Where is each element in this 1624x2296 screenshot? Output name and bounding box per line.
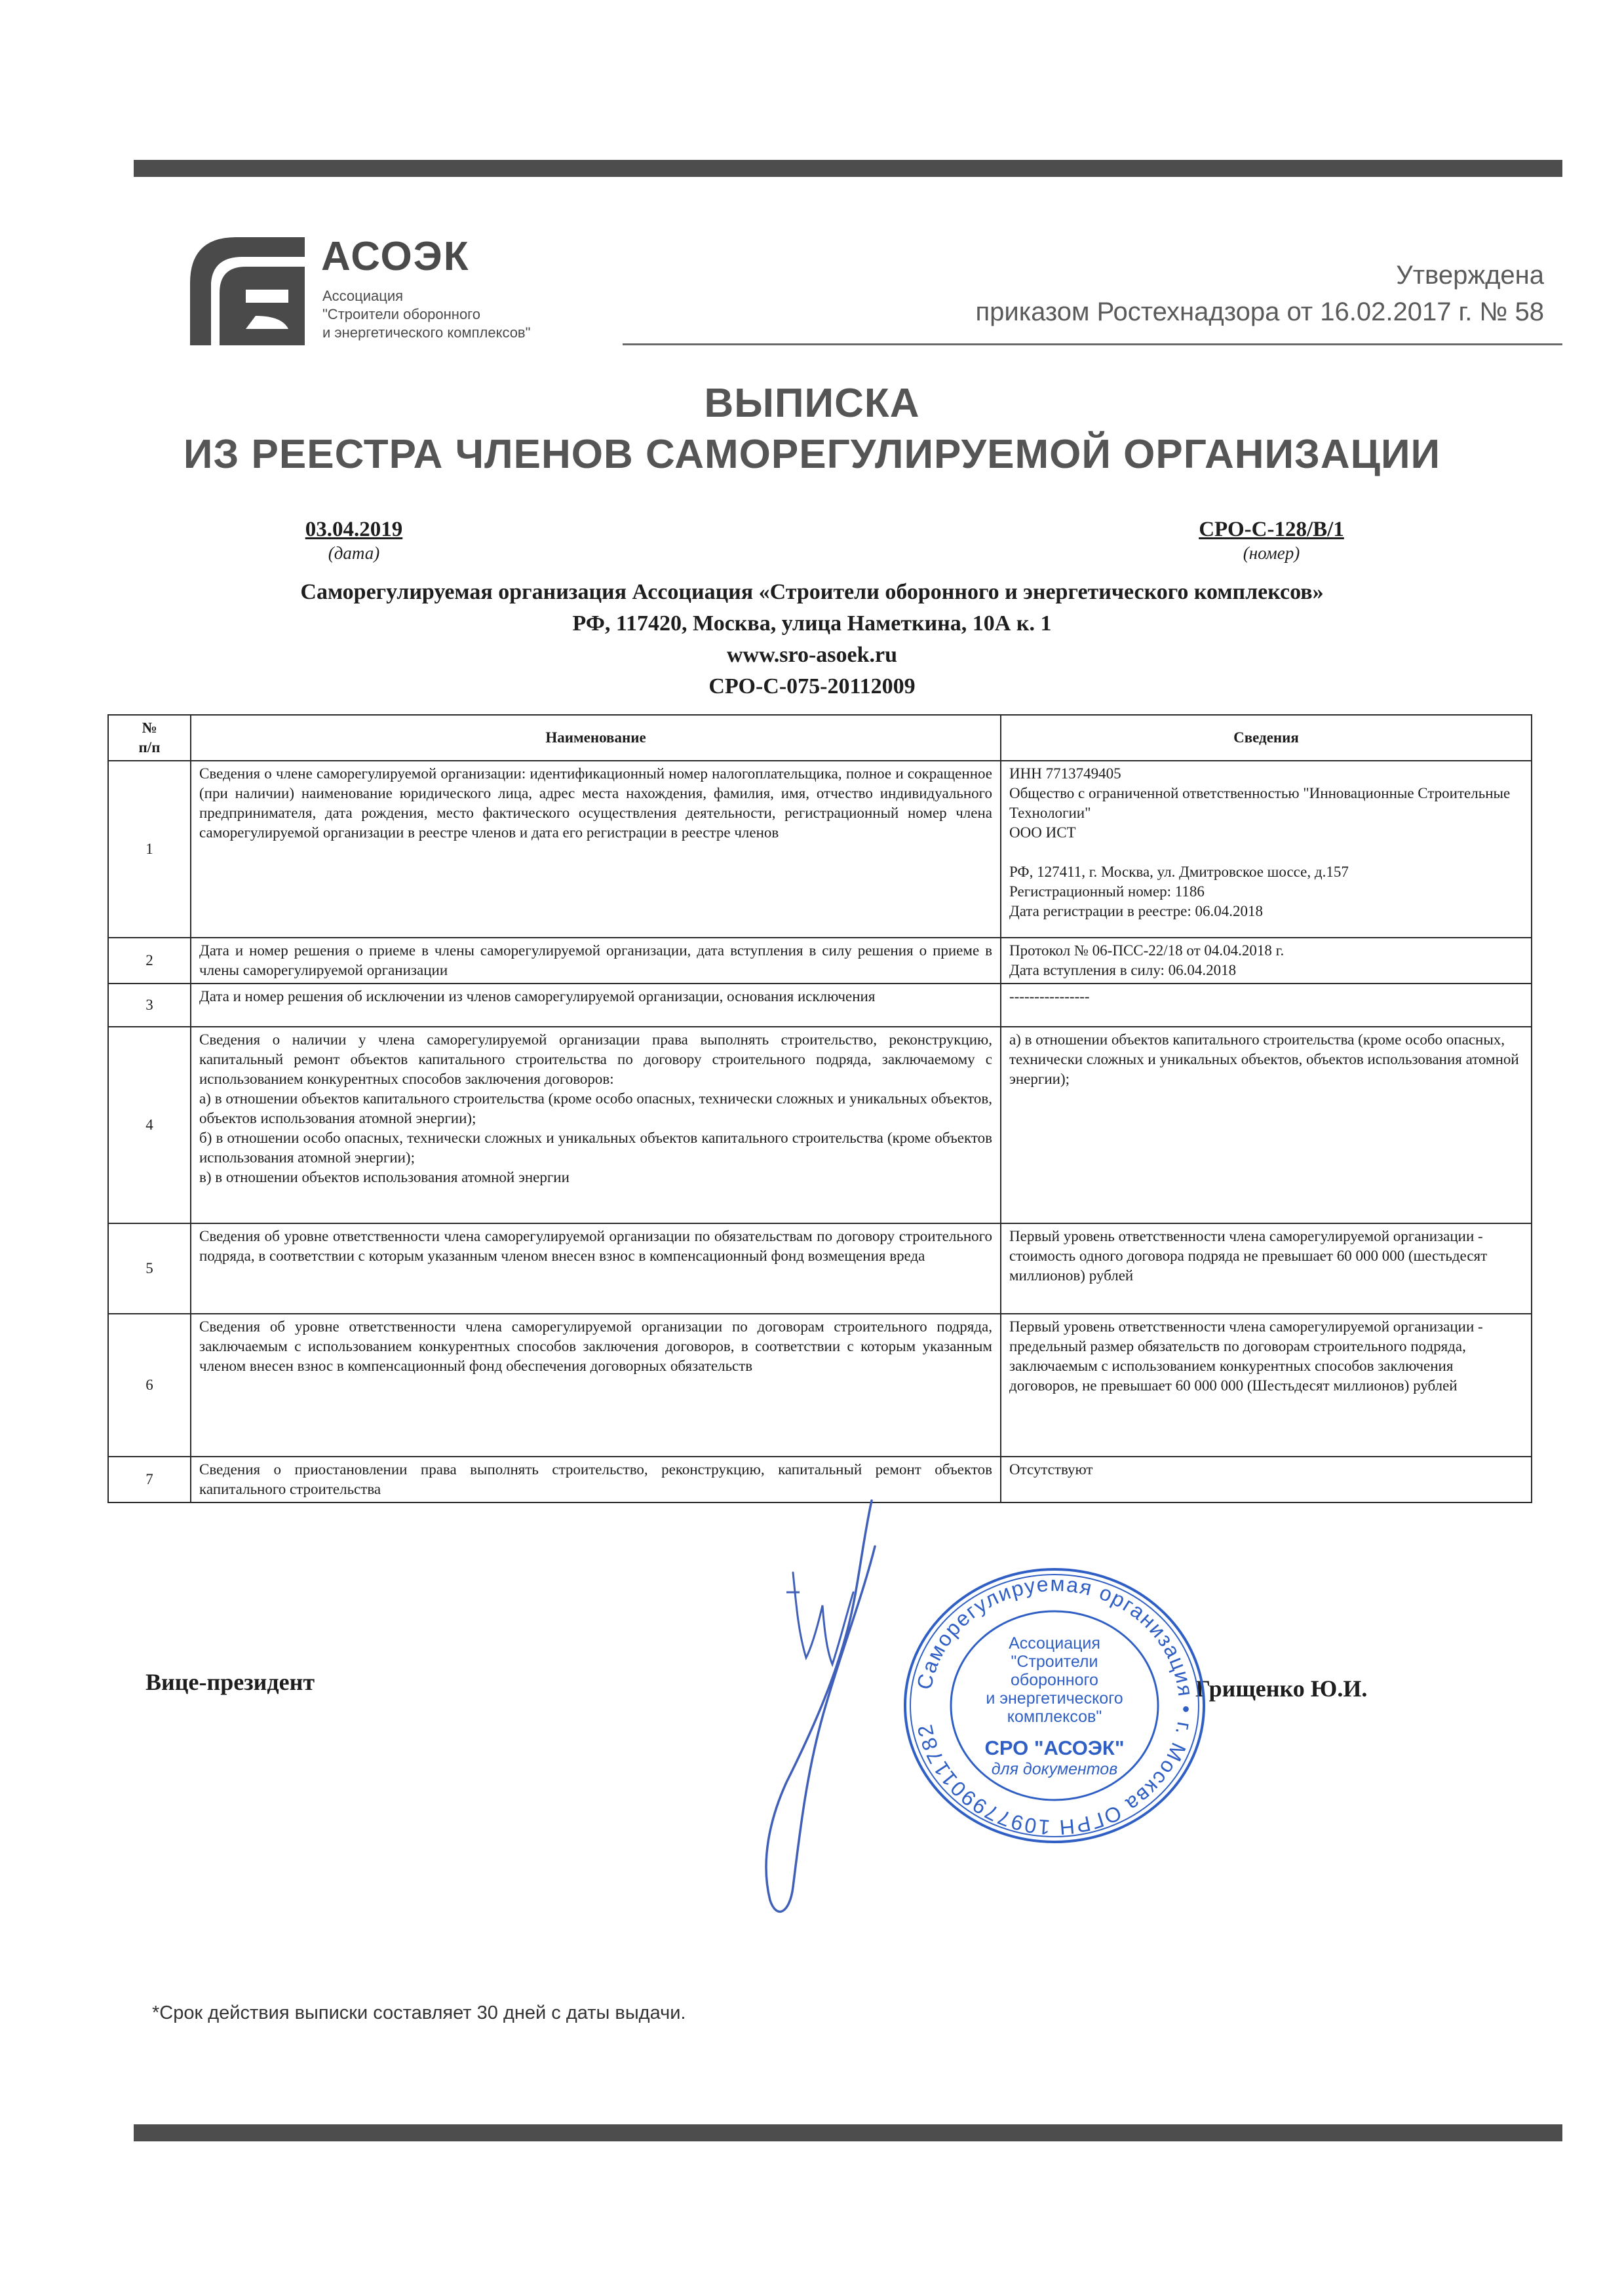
logo-name: АСОЭК: [321, 234, 470, 279]
row-name: Сведения об уровне ответственности члена саморегулируемой организации по обязательствам по договору строительного подряда, в соответствии с которым указанным членом внесен взнос в компенсационный фонд возмещения вреда: [191, 1223, 1001, 1314]
table-row: [108, 938, 1532, 984]
table-row: [108, 761, 1532, 938]
top-decorative-bar: [134, 160, 1562, 177]
row-name: Дата и номер решения о приеме в члены саморегулируемой организации, дата вступления в силу решения о приеме в члены саморегулируемой организации: [191, 938, 1001, 984]
stamp-inner-line: СРО "АСОЭК": [984, 1736, 1125, 1759]
org-address: РФ, 117420, Москва, улица Наметкина, 10А к. 1: [572, 611, 1052, 636]
table-header-row: [108, 715, 1532, 761]
logo-subtitle-line: Ассоциация: [322, 288, 404, 304]
row-name: Сведения о члене саморегулируемой организации: идентификационный номер налогоплательщика, полное и сокращенное (при наличии) наименование юридического лица, адрес места нахождения, фамилия, имя, отчество индивидуального предпринимателя, дата рождения, место фактического осуществления деятельности, регистрационный номер члена саморегулируемой организации в реестре членов и дата его регистрации в реестре членов: [191, 761, 1001, 938]
header-info: Сведения: [1001, 715, 1532, 761]
stamp-inner-line: оборонного: [1011, 1671, 1098, 1689]
date-caption: (дата): [328, 543, 380, 563]
logo-subtitle-line: и энергетического комплексов": [322, 324, 531, 341]
approval-note: [975, 257, 1544, 330]
header-divider: [623, 343, 1562, 345]
row-name: Сведения о наличии у члена саморегулируемой организации права выполнять строительство, реконструкцию, капитальный ремонт объектов капитального строительства по договору строительного подряда, заключаемому с использованием конкурентных способов заключения договоров: а) в отношении объектов капитального строительства (кроме особо опасных, технически сложных и уникальных объектов, объектов использования атомной энергии); б) в отношении особо опасных, технически сложных и уникальных объектов капитального строительства (кроме объектов использования атомной энергии); в) в отношении объектов использования атомной энергии: [191, 1027, 1001, 1223]
row-info: ИНН 7713749405 Общество с ограниченной ответственностью "Инновационные Строительные Технологии" ООО ИСТ РФ, 127411, г. Москва, ул. Дмитровское шоссе, д.157 Регистрационный номер: 1186 Дата регистрации в реестре: 06.04.2018: [1001, 761, 1532, 938]
table-row: [108, 1223, 1532, 1314]
row-name: Дата и номер решения об исключении из членов саморегулируемой организации, основания исключения: [191, 984, 1001, 1027]
extract-date: [288, 518, 419, 564]
approval-line-1: Утверждена: [1396, 261, 1544, 290]
table-row: [108, 984, 1532, 1027]
row-info: Первый уровень ответственности члена саморегулируемой организации - стоимость одного договора подряда не превышает 60 000 000 (шестьдесят миллионов) рублей: [1001, 1223, 1532, 1314]
row-num: 2: [108, 938, 191, 984]
org-website: www.sro-asoek.ru: [726, 643, 898, 667]
stamp-inner-line: и энергетического: [986, 1689, 1123, 1708]
bottom-decorative-bar: [134, 2124, 1562, 2141]
org-name: Саморегулируемая организация Ассоциация «Строители оборонного и энергетического комплексов»: [300, 580, 1324, 604]
handwritten-signature: [708, 1494, 924, 1926]
row-num: 7: [108, 1457, 191, 1502]
stamp-inner-line: Ассоциация: [1009, 1634, 1100, 1653]
logo-subtitle-line: "Строители оборонного: [322, 306, 480, 322]
row-num: 1: [108, 761, 191, 938]
row-info: Первый уровень ответственности члена саморегулируемой организации - предельный размер обязательств по договорам строительного подряда, заключаемым с использованием конкурентных способов заключения договоров, не превышает 60 000 000 (Шестьдесят миллионов) рублей: [1001, 1314, 1532, 1457]
row-num: 5: [108, 1223, 191, 1314]
row-info: а) в отношении объектов капитального строительства (кроме особо опасных, технически сложных и уникальных объектов, объектов использования атомной энергии);: [1001, 1027, 1532, 1223]
row-num: 4: [108, 1027, 191, 1223]
stamp-inner-line: для документов: [991, 1760, 1118, 1778]
org-details: [0, 577, 1624, 702]
header-name: Наименование: [191, 715, 1001, 761]
date-value: 03.04.2019: [305, 518, 403, 541]
document-title: ВЫПИСКА: [704, 381, 920, 426]
stamp-inner-line: "Строители: [1011, 1653, 1098, 1671]
registry-table: [107, 714, 1532, 1503]
validity-footnote: *Срок действия выписки составляет 30 дней с даты выдачи.: [152, 2002, 686, 2023]
header-num: № п/п: [108, 715, 191, 761]
row-info: ----------------: [1001, 984, 1532, 1027]
stamp-inner-line: комплексов": [1007, 1708, 1102, 1726]
number-caption: (номер): [1243, 543, 1300, 563]
signatory-name: Грищенко Ю.И.: [1195, 1675, 1368, 1702]
document-subtitle: ИЗ РЕЕСТРА ЧЛЕНОВ САМОРЕГУЛИРУЕМОЙ ОРГАНИЗАЦИИ: [183, 432, 1441, 477]
signatory-position: Вице-президент: [145, 1669, 315, 1695]
table-row: [108, 1027, 1532, 1223]
asoek-logo-icon: [184, 231, 308, 349]
stamp-outer-text: Саморегулируемая организация • г. Москва ОГРН 1097799011782: [912, 1571, 1199, 1840]
row-info: Протокол № 06-ПСС-22/18 от 04.04.2018 г. Дата вступления в силу: 06.04.2018: [1001, 938, 1532, 984]
row-name: Сведения о приостановлении права выполнять строительство, реконструкцию, капитальный ремонт объектов капитального строительства: [191, 1457, 1001, 1502]
logo-subtitle: [322, 287, 530, 342]
table-row: [108, 1314, 1532, 1457]
organization-stamp: [900, 1565, 1208, 1846]
row-name: Сведения об уровне ответственности члена саморегулируемой организации по договорам строительного подряда, заключаемым с использованием конкурентных способов заключения договоров, в соответствии с которым указанным членом внесен взнос в компенсационный фонд обеспечения договорных обязательств: [191, 1314, 1001, 1457]
extract-number: [1180, 518, 1363, 564]
row-num: 6: [108, 1314, 191, 1457]
approval-line-2: приказом Ростехнадзора от 16.02.2017 г. № 58: [975, 297, 1544, 326]
number-value: СРО-С-128/В/1: [1199, 518, 1344, 541]
org-reg-number: СРО-С-075-20112009: [708, 674, 916, 698]
row-num: 3: [108, 984, 191, 1027]
row-info: Отсутствуют: [1001, 1457, 1532, 1502]
org-logo: [184, 231, 603, 349]
